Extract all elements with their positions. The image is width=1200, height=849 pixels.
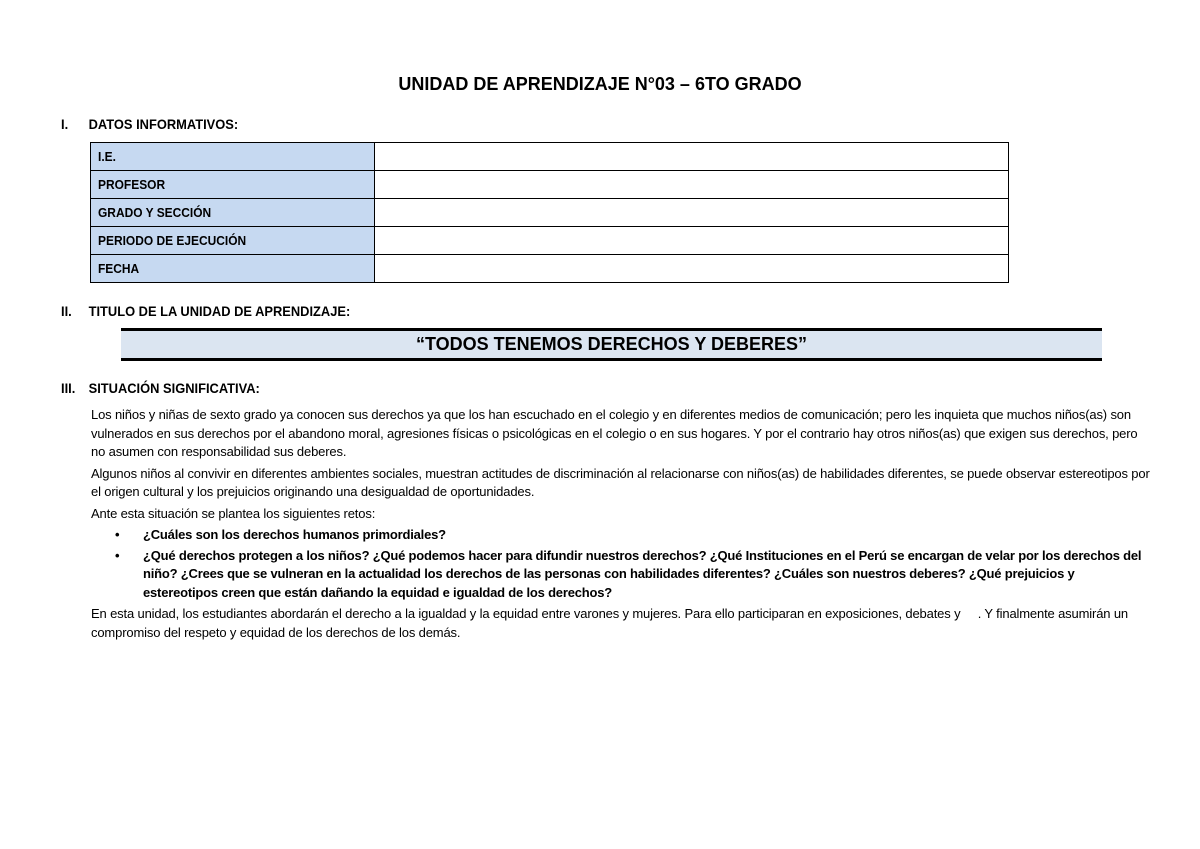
bullet-icon: • [115, 527, 120, 542]
paragraph: Los niños y niñas de sexto grado ya conocen sus derechos ya que los han escuchado en el colegio y en diferentes medios de comunicación; pero les inquieta que muchos niños(as) son vulnerados en sus derechos por el abandono moral, agresiones físicas o psicológicas en el colegio o en sus hogares. Y por el contrario hay otros niños(as) que exigen sus derechos, pero no asumen con responsabilidad sus deberes. [91, 407, 1138, 459]
info-value [375, 143, 1009, 171]
section-heading-text: TITULO DE LA UNIDAD DE APRENDIZAJE: [88, 303, 351, 319]
info-value [375, 227, 1009, 255]
section-heading-text: DATOS INFORMATIVOS: [88, 116, 239, 132]
list-item-text: ¿Cuáles son los derechos humanos primordiales? [143, 527, 446, 542]
info-label [91, 143, 375, 171]
section-number: III. [61, 380, 76, 396]
table-row [91, 227, 1009, 255]
closing-paragraph: En esta unidad, los estudiantes abordarán el derecho a la igualdad y la equidad entre varones y mujeres. Para ello participaran en exposiciones, debates y . Y finalmente asumirán un compromiso del respeto y equidad de los derechos de los demás. [91, 606, 1132, 640]
section-number: I. [61, 116, 69, 132]
situation-body [91, 406, 1151, 645]
paragraph: Algunos niños al convivir en diferentes ambientes sociales, muestran actitudes de discriminación al relacionarse con niños(as) de habilidades diferentes, se puede observar estereotipos por el origen cultural y los prejuicios originando una desigualdad de oportunidades. [91, 465, 1150, 499]
list-item [115, 526, 1151, 545]
info-table [90, 142, 1009, 283]
challenge-list [91, 526, 1151, 602]
table-row [91, 199, 1009, 227]
info-label [91, 171, 375, 199]
info-label [91, 255, 375, 283]
section-heading-situacion [61, 380, 260, 396]
bullet-icon: • [115, 547, 120, 563]
table-row [91, 255, 1009, 283]
section-number: II. [61, 303, 72, 319]
list-item-text: ¿Qué derechos protegen a los niños? ¿Qué podemos hacer para difundir nuestros derechos? ¿Qué Instituciones en el Perú se encargan de velar por los derechos del niño? ¿Crees que se vulneran en la actualidad los derechos de las personas con habilidades diferentes? ¿Cuáles son nuestros deberes? ¿Qué prejuicios y estereotipos creen que están dañando la equidad e igualdad de los derechos? [143, 547, 1142, 600]
unit-title-band: “TODOS TENEMOS DERECHOS Y DEBERES” [121, 328, 1102, 361]
info-label [91, 227, 375, 255]
list-item [115, 547, 1151, 603]
info-label-text: I.E. [98, 149, 116, 164]
info-label [91, 199, 375, 227]
info-label-text: PERIODO DE EJECUCIÓN [98, 233, 247, 248]
info-label-text: PROFESOR [98, 177, 166, 192]
table-row [91, 143, 1009, 171]
table-row [91, 171, 1009, 199]
section-heading-datos [61, 116, 238, 132]
info-label-text: GRADO Y SECCIÓN [98, 205, 212, 220]
info-value [375, 171, 1009, 199]
info-label-text: FECHA [98, 261, 140, 276]
section-heading-titulo [61, 303, 350, 319]
paragraph: Ante esta situación se plantea los siguientes retos: [91, 505, 376, 521]
info-value [375, 199, 1009, 227]
page-title: UNIDAD DE APRENDIZAJE N°03 – 6TO GRADO [398, 74, 802, 94]
info-value [375, 255, 1009, 283]
section-heading-text: SITUACIÓN SIGNIFICATIVA: [88, 380, 260, 396]
